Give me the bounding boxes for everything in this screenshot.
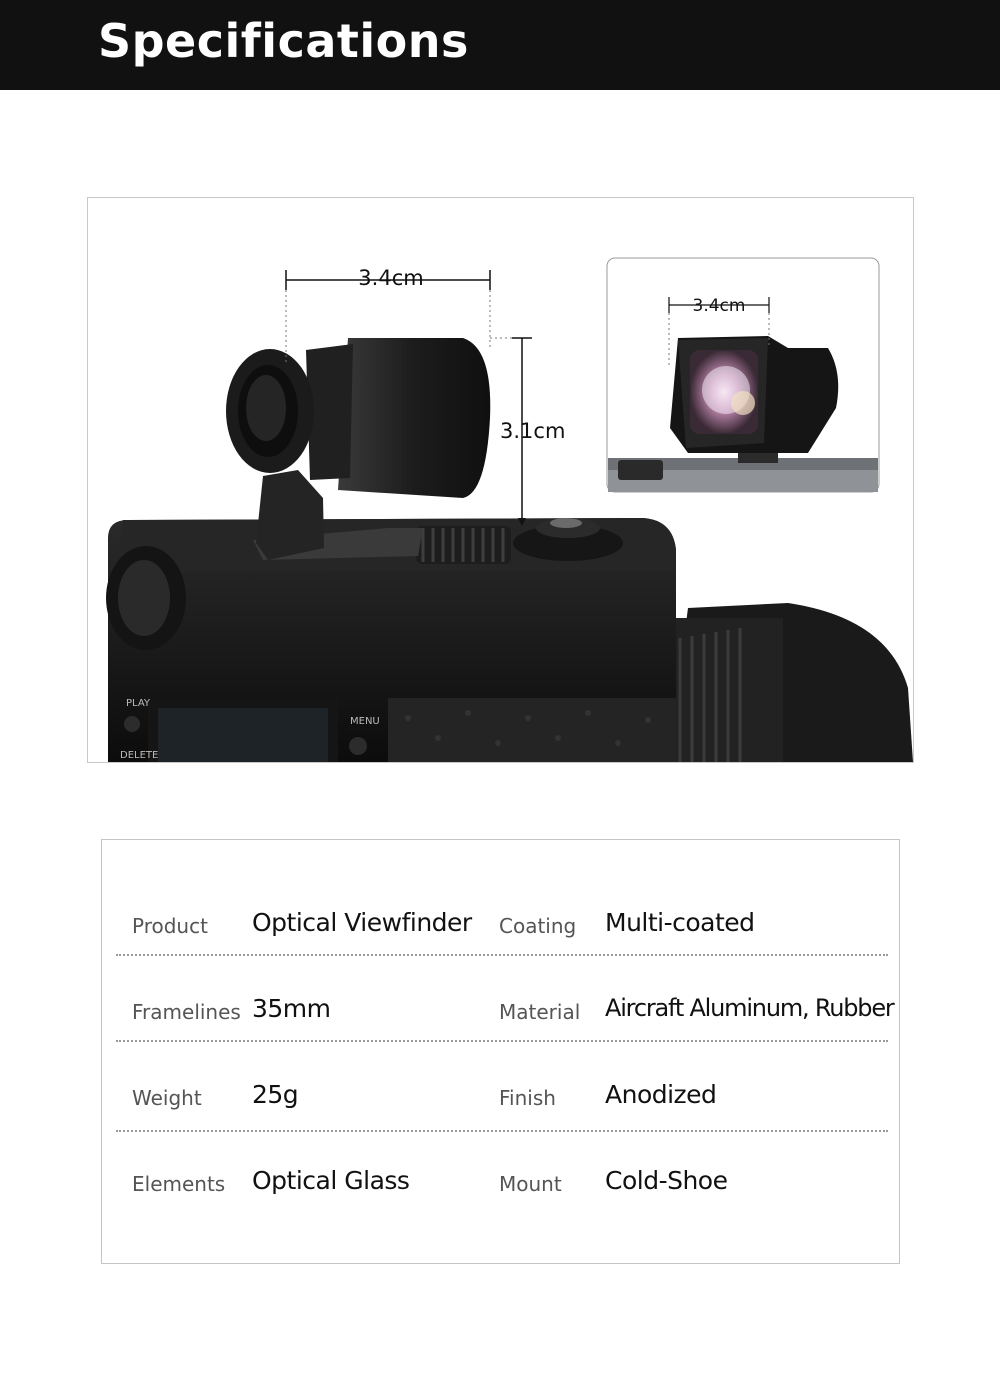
width-label-main: 3.4cm [358, 266, 424, 290]
spec-label: Material [499, 1000, 581, 1024]
spec-label: Mount [499, 1172, 562, 1196]
spec-value: Aircraft Aluminum, Rubber [605, 994, 894, 1022]
play-button-label: PLAY [126, 698, 151, 709]
spec-value: 25g [252, 1080, 299, 1109]
row-divider [116, 1130, 888, 1132]
height-label-main: 3.1cm [500, 419, 566, 443]
spec-label: Finish [499, 1086, 556, 1110]
width-label-inset: 3.4cm [692, 296, 746, 316]
row-divider [116, 1040, 888, 1042]
dimension-height-main [490, 338, 565, 526]
camera-illustration [88, 198, 913, 762]
spec-value: Optical Viewfinder [252, 908, 472, 937]
camera-body [106, 518, 676, 762]
spec-table [101, 839, 900, 1264]
spec-label: Coating [499, 914, 577, 938]
spec-value: Anodized [605, 1080, 717, 1109]
spec-value: Optical Glass [252, 1166, 410, 1195]
camera-lens [656, 603, 913, 762]
page-title: Specifications [98, 14, 469, 68]
spec-value: Cold-Shoe [605, 1166, 728, 1195]
header-bar [0, 0, 1000, 90]
row-divider [116, 954, 888, 956]
spec-row [116, 1064, 888, 1124]
delete-button-label: DELETE [120, 750, 159, 761]
product-photo [87, 197, 914, 763]
inset-photo [607, 258, 879, 492]
spec-label: Weight [132, 1086, 202, 1110]
spec-value: 35mm [252, 994, 331, 1023]
spec-label: Product [132, 914, 208, 938]
spec-label: Elements [132, 1172, 226, 1196]
spec-row [116, 892, 888, 952]
spec-row [116, 978, 894, 1038]
menu-button-label: MENU [350, 716, 380, 727]
spec-value: Multi-coated [605, 908, 755, 937]
spec-row [116, 1150, 888, 1210]
spec-label: Framelines [132, 1000, 241, 1024]
